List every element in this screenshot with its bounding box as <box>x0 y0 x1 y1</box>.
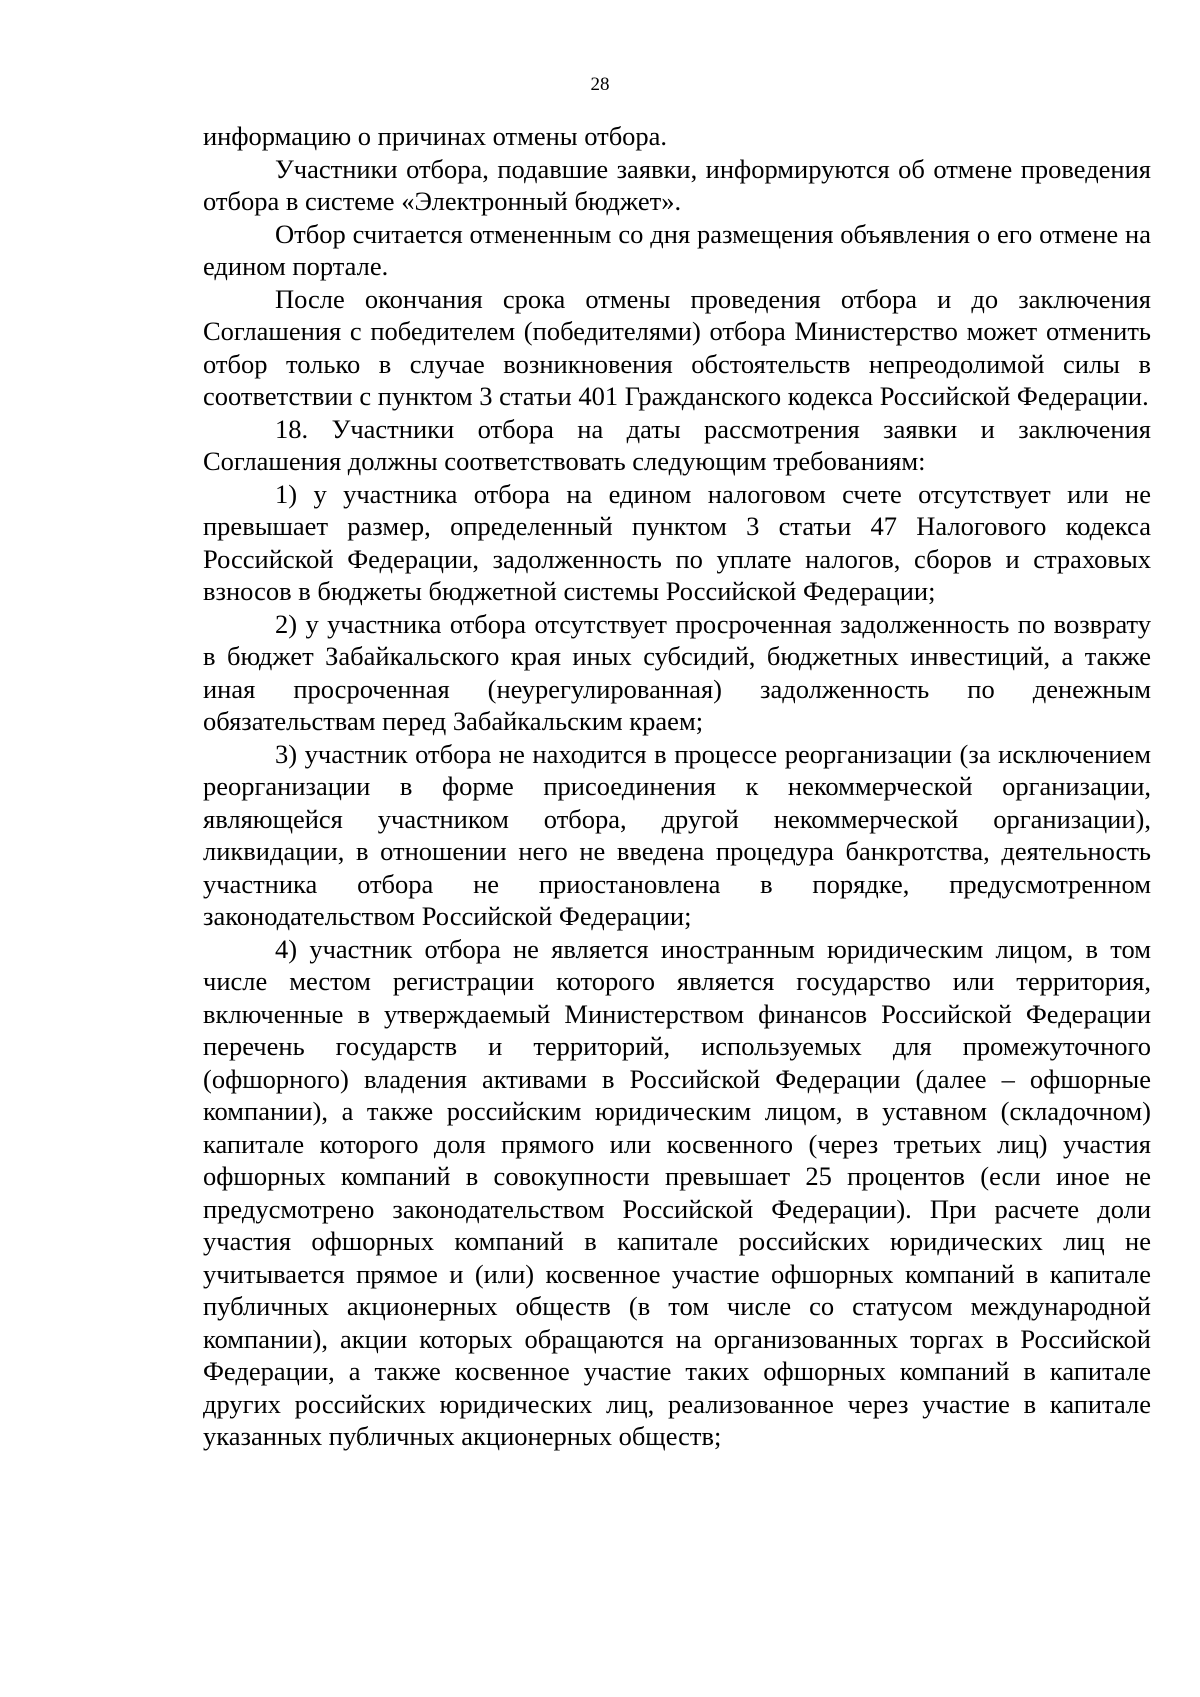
paragraph-continuation: информацию о причинах отмены отбора. <box>203 121 668 151</box>
paragraph-item-18: 18. Участники отбора на даты рассмотрения заявки и заключения Соглашения должны соответствовать следующим требованиям: <box>203 413 1151 476</box>
paragraph-requirement-4: 4) участник отбора не является иностранным юридическим лицом, в том числе местом регистрации которого является государство или территория, включенные в утверждаемый Министерством финансов Российской Федерации перечень государств и территорий, используемых для промежуточного (офшорного) владения активами в Российской Федерации (далее – офшорные компании), а также российским юридическим лицом, в уставном (складочном) капитале которого доля прямого или косвенного (через третьих лиц) участия офшорных компаний в совокупности превышает 25 процентов (если иное не предусмотрено законодательством Российской Федерации). При расчете доли участия офшорных компаний в капитале российских юридических лиц не учитывается прямое и (или) косвенное участие офшорных компаний в капитале публичных акционерных обществ (в том числе со статусом международной компании), акции которых обращаются на организованных торгах в Российской Федерации, а также косвенное участие таких офшорных компаний в капитале других российских юридических лиц, реализованное через участие в капитале указанных публичных акционерных обществ; <box>203 933 1151 1451</box>
paragraph-participants-notified: Участники отбора, подавшие заявки, информируются об отмене проведения отбора в системе «Электронный бюджет». <box>203 153 1151 216</box>
paragraph-force-majeure: После окончания срока отмены проведения отбора и до заключения Соглашения с победителем (победителями) отбора Министерство может отменить отбор только в случае возникновения обстоятельств непреодолимой силы в соответствии с пунктом 3 статьи 401 Гражданского кодекса Российской Федерации. <box>203 283 1151 411</box>
paragraph-requirement-1: 1) у участника отбора на едином налоговом счете отсутствует или не превышает размер, определенный пунктом 3 статьи 47 Налогового кодекса Российской Федерации, задолженность по уплате налогов, сборов и страховых взносов в бюджеты бюджетной системы Российской Федерации; <box>203 478 1151 606</box>
paragraph-requirement-3: 3) участник отбора не находится в процессе реорганизации (за исключением реорганизации в форме присоединения к некоммерческой организации, являющейся участником отбора, другой некоммерческой организации), ликвидации, в отношении него не введена процедура банкротства, деятельность участника отбора не приостановлена в порядке, предусмотренном законодательством Российской Федерации; <box>203 738 1151 931</box>
document-body <box>203 120 1151 1453</box>
paragraph-selection-cancelled: Отбор считается отмененным со дня размещения объявления о его отмене на едином портале. <box>203 218 1151 281</box>
page-number: 28 <box>590 74 610 95</box>
paragraph-requirement-2: 2) у участника отбора отсутствует просроченная задолженность по возврату в бюджет Забайкальского края иных субсидий, бюджетных инвестиций, а также иная просроченная (неурегулированная) задолженность по денежным обязательствам перед Забайкальским краем; <box>203 608 1151 736</box>
